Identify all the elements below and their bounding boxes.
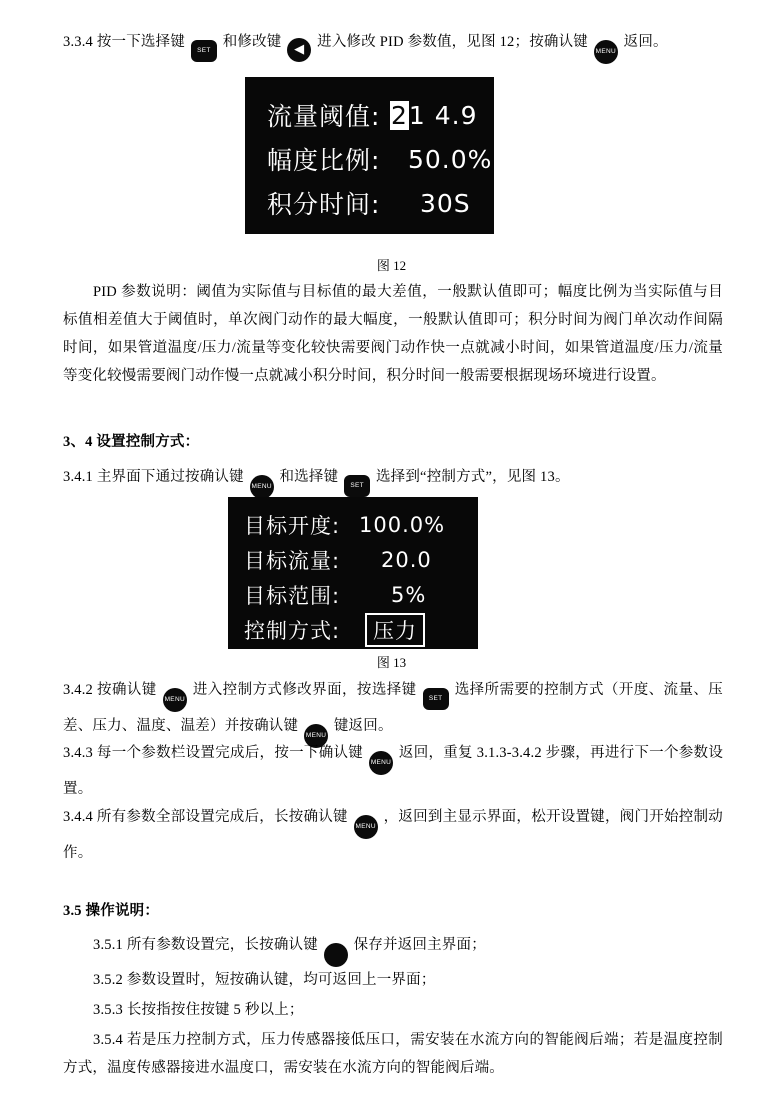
section-3-5-1 (63, 931, 723, 967)
lcd-label: 积分时间: (267, 190, 381, 219)
section-number: 3.4.2 (63, 682, 93, 698)
lcd-value-highlight: 2 (391, 100, 408, 130)
lcd-label: 流量阈值: (267, 102, 381, 131)
section-title-text: 3、4 设置控制方式： (63, 434, 200, 450)
lcd-value (390, 101, 478, 130)
lcd-row (267, 181, 494, 225)
set-key-icon: SET (344, 475, 370, 497)
section-text-a: 按确认键 (97, 682, 157, 698)
section-text-b: 保存并返回主界面； (353, 937, 486, 953)
section-text-c: 选择到“控制方式”，见图 13。 (375, 469, 570, 485)
section-text-a: 每一个参数栏设置完成后，按一下确认键 (96, 745, 364, 761)
paragraph-3-5-4 (63, 1026, 723, 1082)
section-number: 3.5.2 (93, 972, 123, 988)
lcd-label: 目标流量: (244, 548, 341, 573)
set-key-icon: SET (423, 688, 449, 710)
lcd-value-selected: 压力 (365, 613, 425, 647)
menu-key-icon: MENU (324, 943, 348, 967)
paragraph-3-4-2 (63, 676, 723, 748)
section-text-c: 选择所需要的控制方式（开度、流量、压差、压力、温度、温差）并按确认键 (63, 682, 723, 734)
lcd-value: 5% (391, 582, 427, 607)
menu-key-icon: MENU (354, 815, 378, 839)
section-3-5-4 (63, 1026, 723, 1082)
section-text-a: 参数设置时，短按确认键，均可返回上一界面； (126, 972, 436, 988)
pid-explanation-text: PID 参数说明：阈值为实际值与目标值的最大差值，一般默认值即可；幅度比例为当实际值与目标值相差值大于阈值时，单次阀门动作的最大幅度，一般默认值即可；积分时间为阀门单次动作间隔时间，如果管道温度/压力/流量等变化较快需要阀门动作快一点就减小时间，如果管道温度/压力/流量等变化较慢需要阀门动作慢一点就减小积分时间，积分时间一般需要根据现场环境进行设置。 (63, 284, 723, 384)
figure-13-lcd-screen (228, 497, 478, 649)
menu-key-icon: MENU (250, 475, 274, 499)
lcd-label: 控制方式: (244, 618, 341, 643)
figure-13-caption: 图 13 (376, 655, 407, 670)
section-text-a: 所有参数全部设置完成后，长按确认键 (96, 809, 348, 825)
section-text-b: 和修改键 (222, 34, 282, 50)
lcd-label: 目标范围: (244, 583, 341, 608)
section-text-a: 长按指按住按键 5 秒以上； (126, 1002, 304, 1018)
menu-key-icon: MENU (304, 724, 328, 748)
lcd-row (244, 507, 478, 542)
lcd-row (244, 577, 478, 612)
paragraph-3-4-1 (63, 463, 723, 499)
section-number: 3.3.4 (63, 34, 93, 50)
section-3-4-3 (63, 739, 723, 803)
section-text-a: 若是压力控制方式，压力传感器接低压口，需安装在水流方向的智能阀后端；若是温度控制方式，温度传感器接进水温度口，需安装在水流方向的智能阀后端。 (63, 1032, 723, 1076)
lcd-label: 幅度比例: (267, 146, 381, 175)
set-key-icon: SET (191, 40, 217, 62)
section-3-4-1 (63, 463, 723, 499)
lcd-value-rest: 1 4.9 (408, 100, 478, 130)
pid-explanation (63, 278, 723, 390)
section-text-b: 和选择键 (279, 469, 339, 485)
section-number: 3.5.4 (93, 1032, 123, 1048)
section-text-d: 键返回。 (333, 718, 393, 734)
lcd-row (244, 542, 478, 577)
figure-12-lcd-screen (245, 77, 494, 234)
lcd-value: 30S (420, 188, 471, 218)
lcd-row (244, 612, 478, 647)
left-arrow-key-icon: ◀ (287, 38, 311, 62)
paragraph-3-5-2 (63, 966, 723, 994)
menu-key-icon: MENU (163, 688, 187, 712)
figure-12-caption: 图 12 (376, 258, 407, 273)
section-3-4-4 (63, 803, 723, 867)
lcd-row (267, 93, 494, 137)
section-text-c: 进入修改 PID 参数值，见图 12；按确认键 (317, 34, 588, 50)
section-text-a: 按一下选择键 (96, 34, 186, 50)
section-3-4-title (63, 428, 723, 456)
lcd-value: 100.0% (359, 512, 446, 537)
section-3-5-3 (63, 996, 723, 1024)
section-text-a: 所有参数设置完，长按确认键 (126, 937, 318, 953)
section-number: 3.4.1 (63, 469, 93, 485)
menu-key-icon: MENU (369, 751, 393, 775)
paragraph-3-5-3 (63, 996, 723, 1024)
section-3-5-title (63, 897, 723, 925)
lcd-row (267, 137, 494, 181)
lcd-label: 目标开度: (244, 513, 341, 538)
section-title-text: 3.5 操作说明： (63, 903, 160, 919)
section-text-d: 返回。 (623, 34, 668, 50)
section-number: 3.4.3 (63, 745, 93, 761)
section-3-4-2 (63, 676, 723, 748)
lcd-value: 20.0 (381, 547, 432, 572)
paragraph-3-4-3 (63, 739, 723, 803)
section-3-5-2 (63, 966, 723, 994)
section-text-a: 主界面下通过按确认键 (96, 469, 244, 485)
section-3-3-4 (63, 28, 723, 64)
paragraph-3-3-4 (63, 28, 723, 64)
paragraph-3-4-4 (63, 803, 723, 867)
section-text-b: 进入控制方式修改界面，按选择键 (192, 682, 417, 698)
lcd-value: 50.0% (408, 144, 493, 174)
section-text-b: ，返回到主显示界面，松开设置键，阀门开始控制动作。 (63, 809, 724, 861)
section-number: 3.4.4 (63, 809, 93, 825)
section-number: 3.5.1 (93, 937, 123, 953)
menu-key-icon: MENU (594, 40, 618, 64)
paragraph-3-5-1 (63, 931, 723, 967)
section-text-b: 返回，重复 3.1.3-3.4.2 步骤，再进行下一个参数设置。 (63, 745, 724, 797)
section-number: 3.5.3 (93, 1002, 123, 1018)
